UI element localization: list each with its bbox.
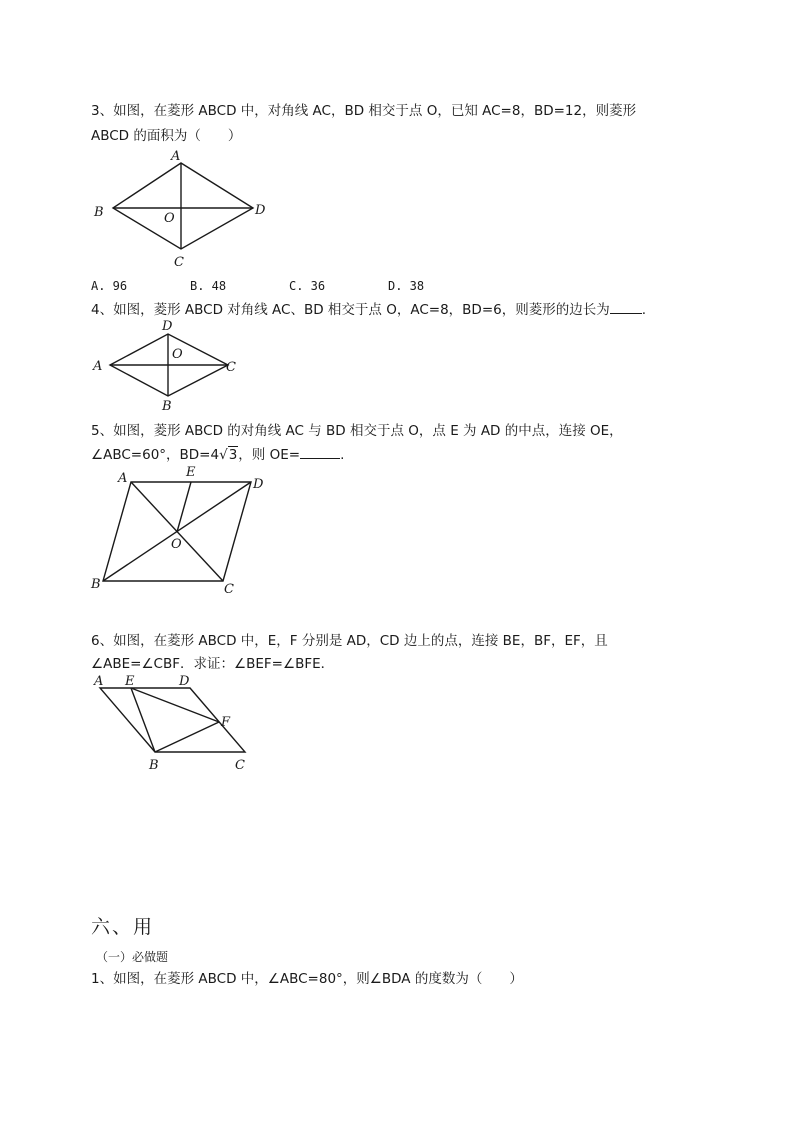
q6-segment-bf: [155, 722, 219, 752]
q5-sqrt: √3: [219, 447, 238, 463]
q3-rhombus-figure: [88, 148, 278, 270]
q5-label-a: A: [118, 471, 128, 486]
q5-label-b: B: [91, 577, 101, 592]
q5-sqrt-value: 3: [228, 447, 238, 463]
q3-text-line2: ABCD 的面积为（ ）: [91, 128, 242, 144]
section-subtitle: （一）必做题: [96, 950, 169, 964]
q6-label-f: F: [221, 715, 231, 730]
q4-label-c: C: [226, 360, 236, 375]
q6-label-d: D: [179, 674, 190, 689]
q6-label-a: A: [94, 674, 104, 689]
q5-segment-oe: [177, 482, 191, 532]
q6-label-b: B: [149, 758, 159, 773]
q6-label-e: E: [125, 674, 135, 689]
q3-text-line1: 3、如图，在菱形 ABCD 中，对角线 AC，BD 相交于点 O，已知 AC=8，BD=12，则菱形: [91, 103, 637, 119]
q4-label-o: O: [172, 347, 183, 362]
q3-label-b: B: [94, 205, 104, 220]
q5-text-line1: 5、如图，菱形 ABCD 的对角线 AC 与 BD 相交于点 O，点 E 为 AD 的中点，连接 OE，: [91, 423, 623, 439]
q3-rhombus: [113, 163, 253, 249]
q6-text-line1: 6、如图，在菱形 ABCD 中，E，F 分别是 AD，CD 边上的点，连接 BE，BF，EF，且: [91, 633, 608, 649]
section-title: 六、用: [91, 916, 155, 938]
q3-label-c: C: [174, 255, 184, 270]
q5-label-c: C: [224, 582, 234, 597]
q3-label-a: A: [171, 149, 181, 164]
q3-option-c: C. 36: [289, 279, 326, 293]
q5-label-o: O: [171, 537, 182, 552]
q6-rhombus-figure: [88, 672, 258, 776]
q4-rhombus-figure: [88, 316, 248, 412]
q3-option-d: D. 38: [388, 279, 425, 293]
q6-text-line2: ∠ABE=∠CBF．求证：∠BEF=∠BFE．: [91, 656, 335, 672]
q5-label-e: E: [186, 465, 196, 480]
q5-text-pre: ∠ABC=60°，BD=4: [91, 447, 220, 463]
q6-segment-be: [131, 688, 155, 752]
q4-label-b: B: [162, 399, 172, 412]
q6-segment-ef: [131, 688, 219, 722]
q3-option-b: B. 48: [190, 279, 227, 293]
q5-text-end: .: [340, 447, 345, 463]
q3-label-o: O: [164, 211, 175, 226]
q3-option-a: A. 96: [91, 279, 128, 293]
q4-label-d: D: [162, 319, 173, 334]
q4-answer-blank: [610, 299, 642, 314]
q5-text-post: ，则 OE=: [238, 447, 301, 463]
section-q1-text: 1、如图，在菱形 ABCD 中，∠ABC=80°，则∠BDA 的度数为（ ）: [91, 971, 523, 987]
q5-rhombus-figure: [88, 462, 278, 597]
q3-label-d: D: [255, 203, 266, 218]
q5-text-line2: [91, 444, 344, 464]
q4-label-a: A: [93, 359, 103, 374]
q6-label-c: C: [235, 758, 245, 773]
q4-text-body: 4、如图，菱形 ABCD 对角线 AC、BD 相交于点 O，AC=8，BD=6，则菱形的边长为: [91, 302, 610, 318]
q4-text-end: .: [641, 302, 647, 318]
q5-answer-blank: [300, 444, 340, 459]
q5-label-d: D: [253, 477, 264, 492]
